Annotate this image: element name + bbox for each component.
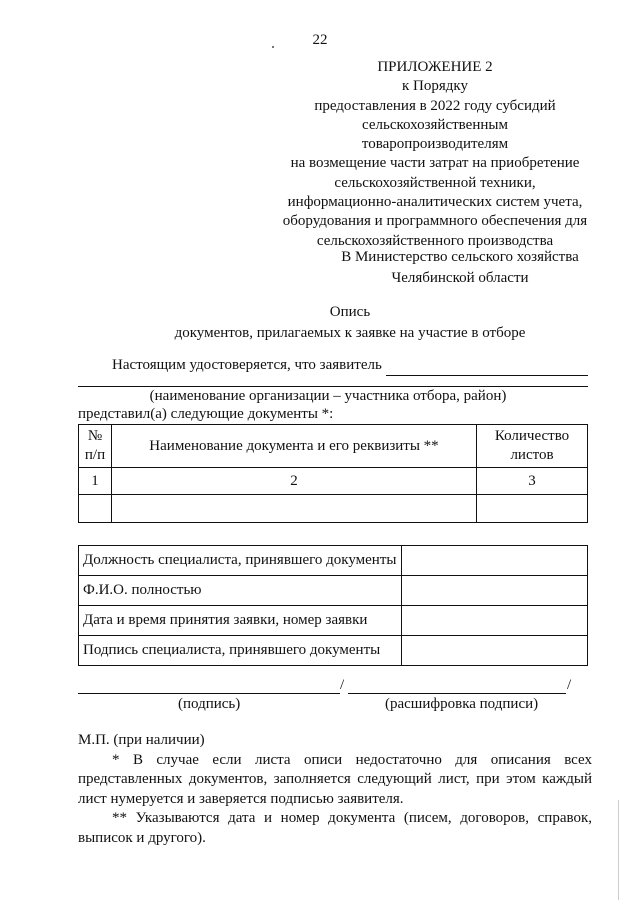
footnote-1: * В случае если листа описи недостаточно для описания всех представленных документов, заполняется следующий лист, при этом каждый лист нумеруется и заверяется подписью заявителя. <box>78 751 592 807</box>
addressee-line: Челябинской области <box>391 270 529 286</box>
appendix-line: предоставления в 2022 году субсидий <box>314 97 556 114</box>
appendix-line: товаропроизводителям <box>361 136 509 153</box>
header-number: № п/п <box>79 425 112 468</box>
scan-edge <box>618 800 619 900</box>
numbering-cell: 3 <box>477 468 588 495</box>
staff-value-field[interactable] <box>402 606 588 636</box>
staff-row <box>79 576 588 606</box>
signature-line[interactable] <box>78 693 340 694</box>
header-sheet-count: Количество листов <box>477 425 588 468</box>
table-row[interactable] <box>79 495 588 523</box>
appendix-line: к Порядку <box>402 78 468 95</box>
applicant-caption: (наименование организации – участника отбора, район) <box>149 388 507 404</box>
appendix-line: информационно-аналитических систем учета, <box>287 194 583 211</box>
presented-text: представил(а) следующие документы *: <box>78 406 334 422</box>
staff-label: Дата и время принятия заявки, номер заявки <box>79 606 402 636</box>
signature-caption: (подпись) <box>178 696 241 712</box>
document-title <box>70 302 630 344</box>
signature-decode-line[interactable] <box>348 693 566 694</box>
title-line: документов, прилагаемых к заявке на участие в отборе <box>174 325 526 341</box>
appendix-line: сельскохозяйственным <box>362 116 508 133</box>
empty-cell[interactable] <box>477 495 588 523</box>
appendix-line: сельскохозяйственной техники, <box>334 174 536 191</box>
staff-table <box>78 545 588 666</box>
stamp-note: М.П. (при наличии) <box>78 732 205 748</box>
appendix-line: на возмещение части затрат на приобретение <box>290 155 580 172</box>
title-line: Опись <box>329 304 371 320</box>
applicant-name-field-line2[interactable] <box>78 386 588 387</box>
certify-text: Настоящим удостоверяется, что заявитель <box>112 357 382 373</box>
signature-slash: / <box>340 677 345 693</box>
staff-label: Ф.И.О. полностью <box>79 576 402 606</box>
notes-block <box>78 731 592 848</box>
empty-cell[interactable] <box>112 495 477 523</box>
numbering-cell: 1 <box>79 468 112 495</box>
staff-label: Подпись специалиста, принявшего документы <box>79 636 402 666</box>
empty-cell[interactable] <box>79 495 112 523</box>
staff-value-field[interactable] <box>402 546 588 576</box>
staff-row <box>79 546 588 576</box>
documents-table <box>78 424 588 523</box>
addressee-block <box>300 247 620 289</box>
page-number: 22 <box>312 32 328 48</box>
staff-value-field[interactable] <box>402 636 588 666</box>
table-header-row <box>79 425 588 468</box>
signature-decode-caption: (расшифровка подписи) <box>385 696 539 712</box>
signature-slash-end: / <box>567 677 572 693</box>
staff-value-field[interactable] <box>402 576 588 606</box>
table-row <box>79 468 588 495</box>
numbering-cell: 2 <box>112 468 477 495</box>
appendix-block <box>270 58 600 251</box>
staff-row <box>79 606 588 636</box>
staff-label: Должность специалиста, принявшего документы <box>79 546 402 576</box>
addressee-line: В Министерство сельского хозяйства <box>341 249 579 265</box>
header-document-name: Наименование документа и его реквизиты ** <box>112 425 477 468</box>
appendix-heading: ПРИЛОЖЕНИЕ 2 <box>377 59 493 75</box>
staff-row <box>79 636 588 666</box>
appendix-line: сельскохозяйственного производства <box>316 232 554 249</box>
footnote-2: ** Указываются дата и номер документа (писем, договоров, справок, выписок и другого). <box>78 810 592 846</box>
applicant-name-field[interactable] <box>386 375 588 376</box>
appendix-line: оборудования и программного обеспечения для <box>282 213 588 230</box>
